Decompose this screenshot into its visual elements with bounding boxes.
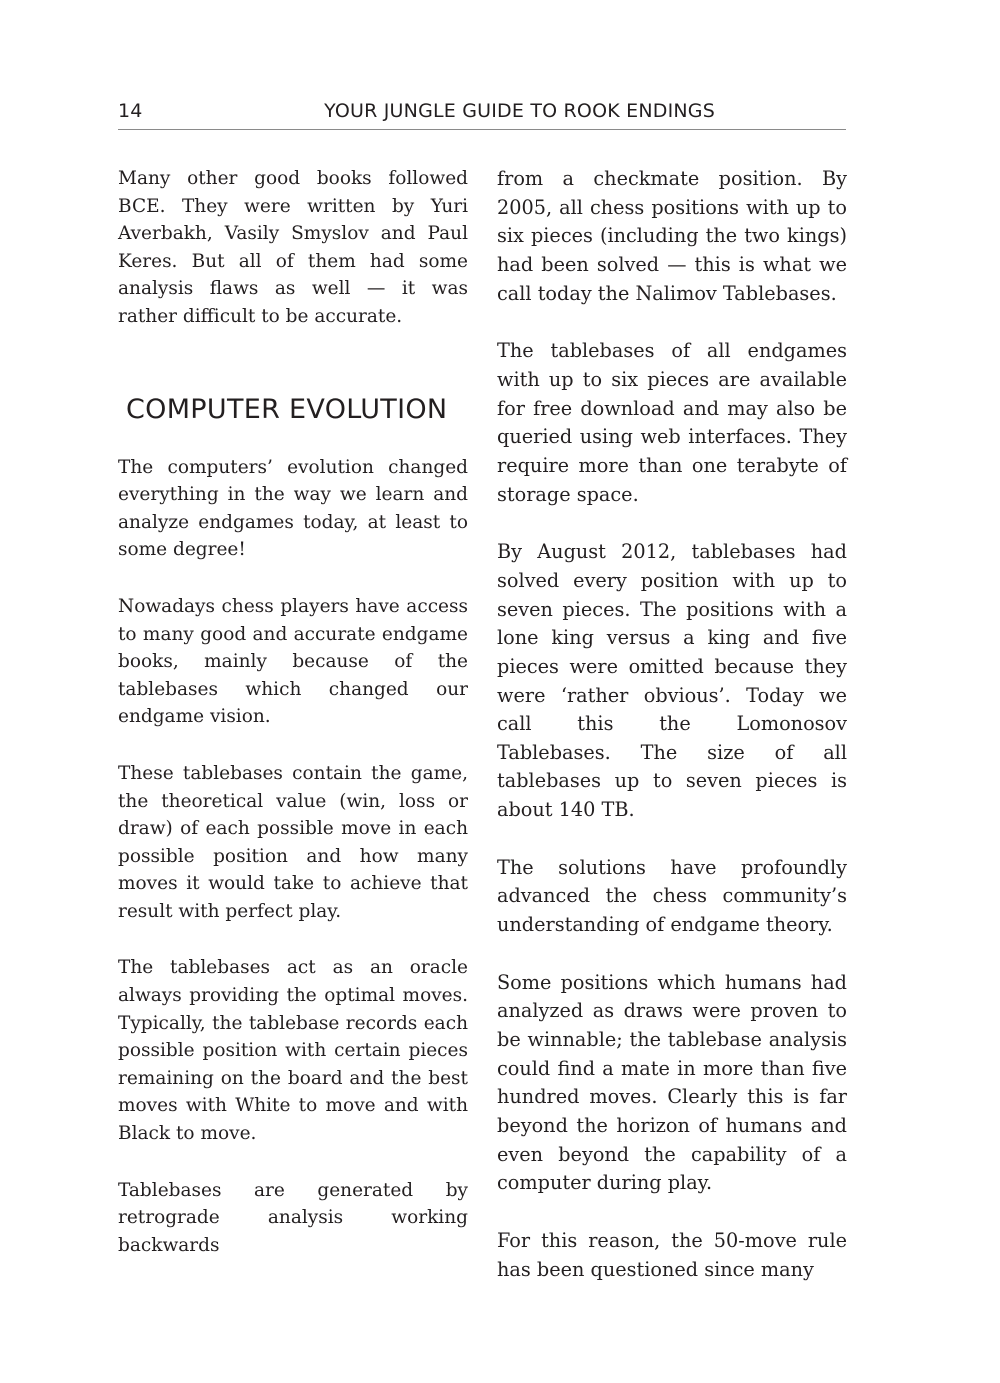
body-paragraph: Some positions which humans had analyzed as draws were proven to be winnable; the tablebase analysis could find a mate in more than five hundred moves. Clearly this is far beyond the horizon of humans and even beyond the capability of a computer during play. bbox=[497, 970, 847, 1195]
body-paragraph: The solutions have profoundly advanced the chess community’s understanding of endgame theory. bbox=[497, 855, 847, 937]
body-paragraph: The tablebases act as an oracle always providing the optimal moves. Typically, the tablebase records each possible position with certain pieces remaining on the board and the best moves with White to move and with Black to move. bbox=[118, 957, 468, 1145]
body-paragraph: from a checkmate position. By 2005, all chess positions with up to six pieces (including the two kings) had been solved — this is what we call today the Nalimov Tablebases. bbox=[497, 167, 847, 305]
right-column bbox=[497, 165, 847, 1284]
left-column bbox=[118, 165, 468, 1288]
running-title: YOUR JUNGLE GUIDE TO ROOK ENDINGS bbox=[324, 100, 715, 122]
body-paragraph: Many other good books followed BCE. They were written by Yuri Averbakh, Vasily Smyslov and Paul Keres. But all of them had some analysis flaws as well — it was rather difficult to be accurate. bbox=[118, 168, 468, 327]
body-paragraph: By August 2012, tablebases had solved every position with up to seven pieces. The positions with a lone king versus a king and five pieces were omitted because they were ‘rather obvious’. Today we call this the Lomonosov Tablebases. The size of all tablebases up to seven pieces is about 140 TB. bbox=[497, 540, 847, 822]
body-paragraph: Tablebases are generated by retrograde analysis working backwards bbox=[118, 1179, 468, 1256]
running-header bbox=[118, 99, 846, 130]
body-paragraph: Nowadays chess players have access to many good and accurate endgame books, mainly because of the tablebases which changed our endgame vision. bbox=[118, 595, 468, 728]
body-paragraph: For this reason, the 50-move rule has been questioned since many bbox=[497, 1229, 847, 1281]
body-paragraph: The computers’ evolution changed everything in the way we learn and analyze endgames today, at least to some degree! bbox=[118, 456, 468, 561]
section-heading: COMPUTER EVOLUTION bbox=[126, 393, 448, 425]
body-paragraph: These tablebases contain the game, the theoretical value (win, loss or draw) of each possible move in each possible position and how many moves it would take to achieve that result with perfect play. bbox=[118, 762, 468, 922]
page-number: 14 bbox=[118, 100, 143, 122]
body-paragraph: The tablebases of all endgames with up to six pieces are available for free download and may also be queried using web interfaces. They require more than one terabyte of storage space. bbox=[497, 339, 847, 506]
